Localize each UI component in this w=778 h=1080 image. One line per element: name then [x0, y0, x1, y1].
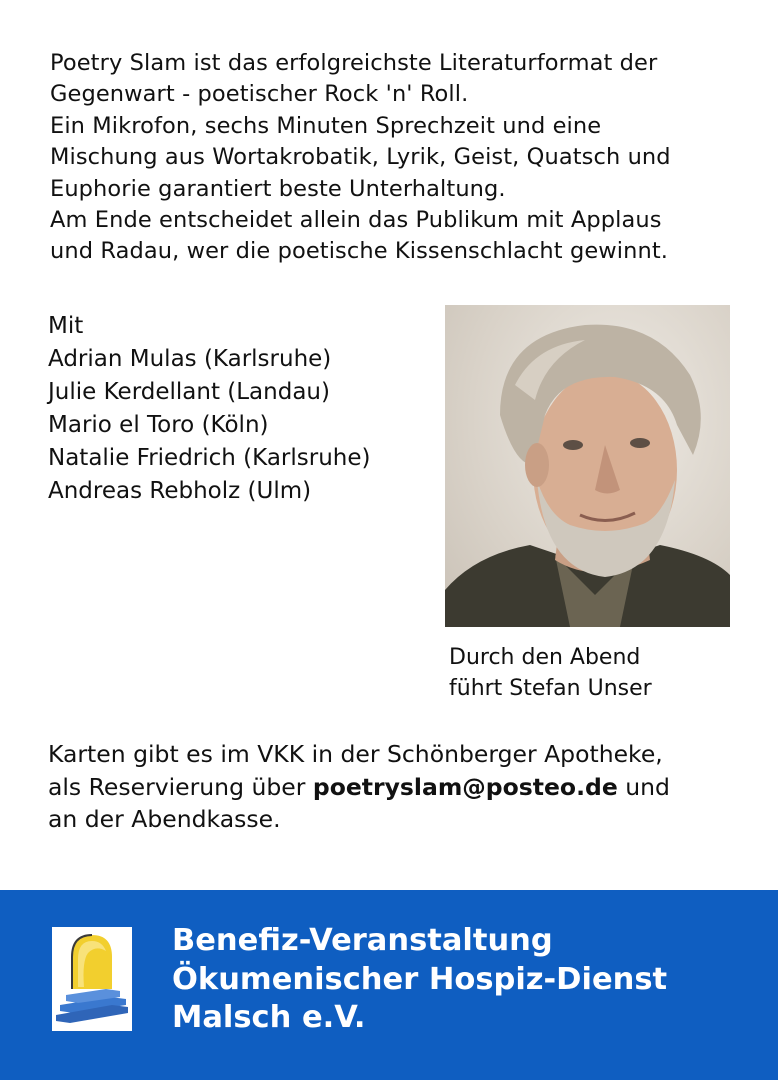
intro-line: Ein Mikrofon, sechs Minuten Sprechzeit und eine [50, 112, 602, 139]
intro-text [50, 48, 750, 268]
performer-list [48, 310, 371, 508]
caption-line: führt Stefan Unser [449, 676, 652, 701]
intro-line: Gegenwart - poetischer Rock 'n' Roll. [50, 81, 469, 108]
footer-line: Ökumenischer Hospiz-Dienst [172, 961, 668, 997]
hospice-logo [52, 927, 132, 1031]
caption-line: Durch den Abend [449, 645, 641, 670]
lineup-heading: Mit [48, 313, 84, 339]
ticket-line: an der Abendkasse. [48, 805, 281, 833]
ticket-text: als Reservierung über [48, 772, 313, 801]
intro-line: Mischung aus Wortakrobatik, Lyrik, Geist, Quatsch und [50, 144, 671, 171]
intro-line: und Radau, wer die poetische Kissenschlacht gewinnt. [50, 238, 669, 265]
ticket-text: und [617, 772, 670, 801]
intro-line: Am Ende entscheidet allein das Publikum mit Applaus [50, 207, 662, 234]
ticket-info [48, 738, 758, 836]
performer-item: Mario el Toro (Köln) [48, 412, 269, 438]
performer-item: Natalie Friedrich (Karlsruhe) [48, 445, 371, 471]
email-link[interactable]: poetryslam@posteo.de [312, 772, 618, 801]
host-caption [449, 642, 652, 704]
intro-line: Euphorie garantiert beste Unterhaltung. [50, 175, 506, 202]
performer-item: Adrian Mulas (Karlsruhe) [48, 346, 332, 372]
footer-line: Malsch e.V. [172, 1000, 366, 1035]
footer-line: Benefiz-Veranstaltung [172, 923, 553, 958]
intro-line: Poetry Slam ist das erfolgreichste Literaturformat der [50, 50, 658, 76]
footer-text [172, 922, 667, 1038]
performer-item: Julie Kerdellant (Landau) [48, 379, 330, 405]
ticket-line [48, 771, 758, 804]
performer-item: Andreas Rebholz (Ulm) [48, 478, 312, 504]
ticket-line: Karten gibt es im VKK in der Schönberger Apotheke, [48, 740, 663, 768]
footer-banner [0, 890, 778, 1080]
host-photo [445, 305, 730, 627]
